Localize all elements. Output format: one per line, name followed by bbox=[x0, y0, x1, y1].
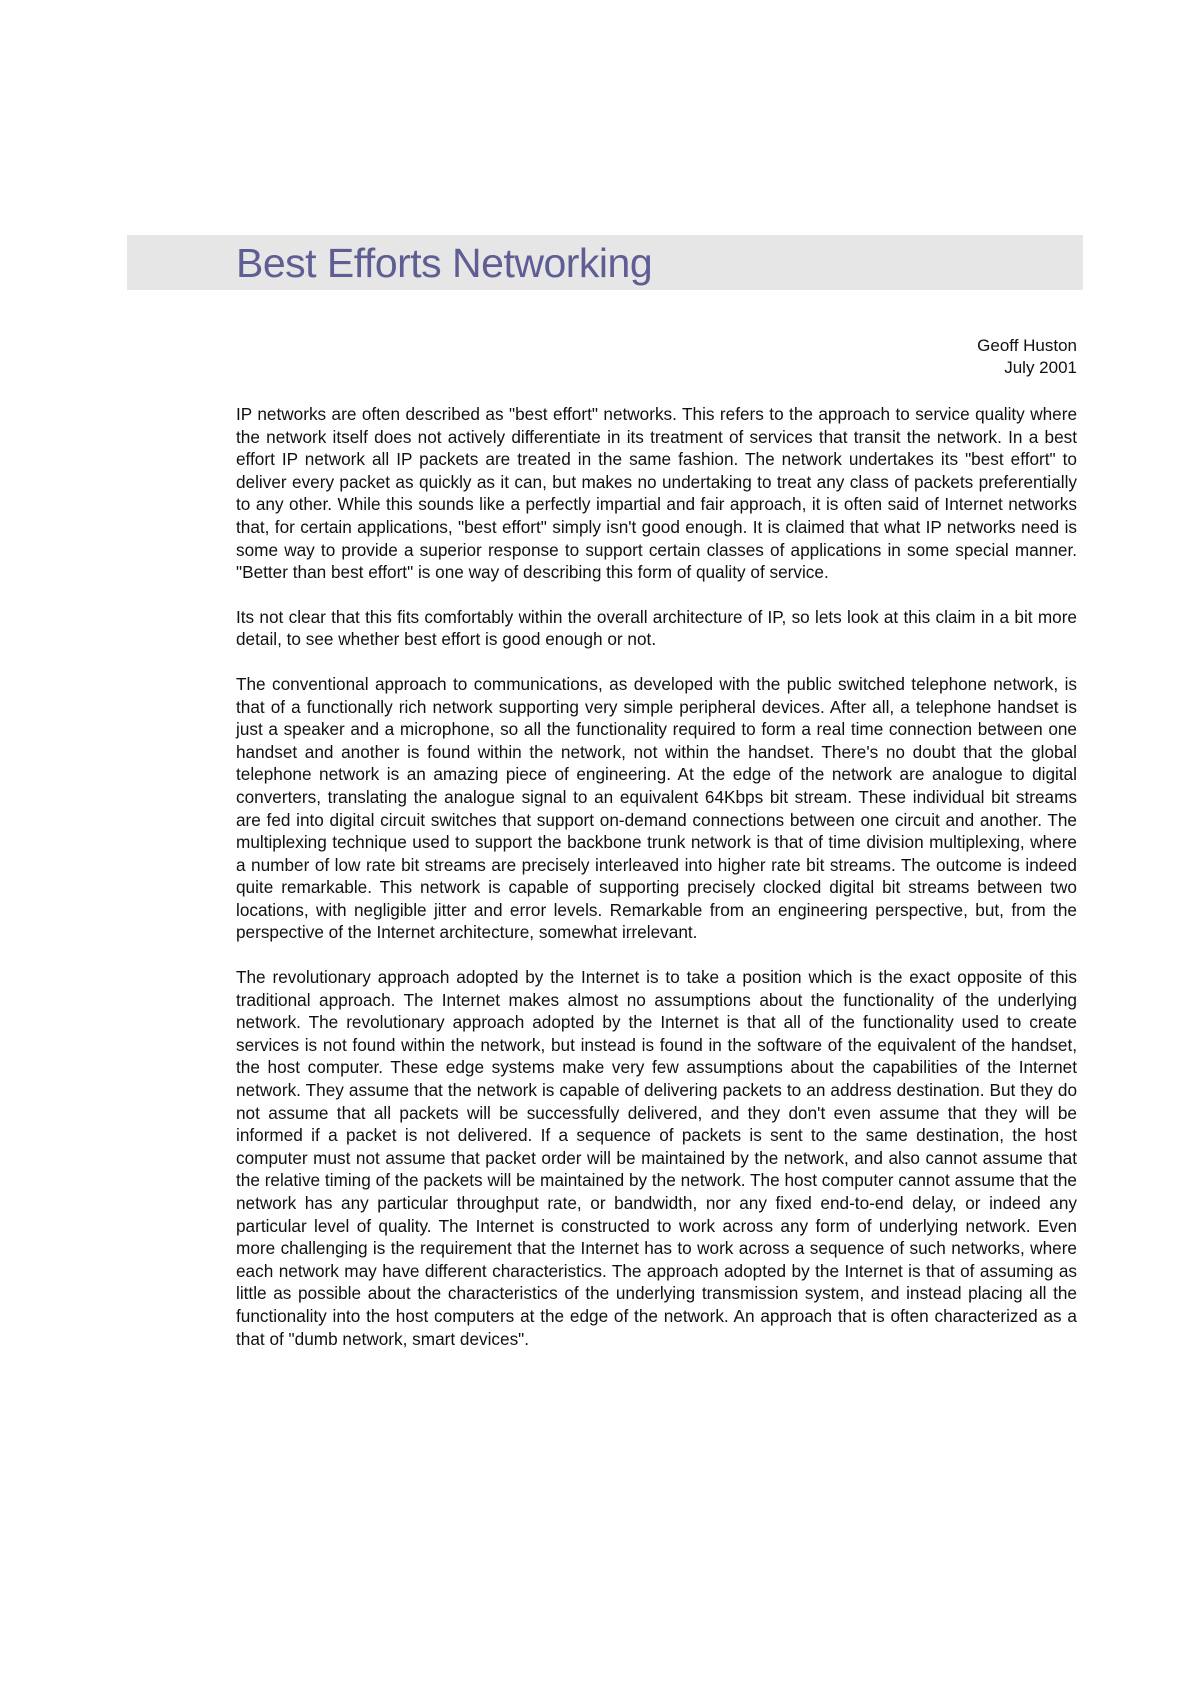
publication-date: July 2001 bbox=[1004, 358, 1077, 377]
page-title: Best Efforts Networking bbox=[236, 240, 653, 286]
paragraph-3: The conventional approach to communications, as developed with the public switched telephone network, is that of a functionally rich network supporting very simple peripheral devices. After all, a telephone handset is just a speaker and a microphone, so all the functionality required to form a real time connection between one handset and another is found within the network, not within the handset. There's no doubt that the global telephone network is an amazing piece of engineering. At the edge of the network are analogue to digital converters, translating the analogue signal to an equivalent 64Kbps bit stream. These individual bit streams are fed into digital circuit switches that support on-demand connections between one circuit and another. The multiplexing technique used to support the backbone trunk network is that of time division multiplexing, where a number of low rate bit streams are precisely interleaved into higher rate bit streams. The outcome is indeed quite remarkable. This network is capable of supporting precisely clocked digital bit streams between two locations, with negligible jitter and error levels. Remarkable from an engineering perspective, but, from the perspective of the Internet architecture, somewhat irrelevant. bbox=[236, 673, 1077, 943]
byline bbox=[700, 335, 1077, 379]
article-body bbox=[236, 403, 1077, 1372]
paragraph-2: Its not clear that this fits comfortably within the overall architecture of IP, so lets look at this claim in a bit more detail, to see whether best effort is good enough or not. bbox=[236, 606, 1077, 650]
paragraph-4: The revolutionary approach adopted by the Internet is to take a position which is the exact opposite of this traditional approach. The Internet makes almost no assumptions about the functionality of the underlying network. The revolutionary approach adopted by the Internet is that all of the functionality used to create services is not found within the network, but instead is found in the software of the equivalent of the handset, the host computer. These edge systems make very few assumptions about the capabilities of the Internet network. They assume that the network is capable of delivering packets to an address destination. But they do not assume that all packets will be successfully delivered, and they don't even assume that they will be informed if a packet is not delivered. If a sequence of packets is sent to the same destination, the host computer must not assume that packet order will be maintained by the network, and also cannot assume that the relative timing of the packets will be maintained by the network. The host computer cannot assume that the network has any particular throughput rate, or bandwidth, nor any fixed end-to-end delay, or indeed any particular level of quality. The Internet is constructed to work across any form of underlying network. Even more challenging is the requirement that the Internet has to work across a sequence of such networks, where each network may have different characteristics. The approach adopted by the Internet is that of assuming as little as possible about the characteristics of the underlying transmission system, and instead placing all the functionality into the host computers at the edge of the network. An approach that is often characterized as a that of "dumb network, smart devices". bbox=[236, 967, 1077, 1349]
author: Geoff Huston bbox=[977, 336, 1077, 355]
paragraph-1: IP networks are often described as "best effort" networks. This refers to the approach to service quality where the network itself does not actively differentiate in its treatment of services that transit the network. In a best effort IP network all IP packets are treated in the same fashion. The network undertakes its "best effort" to deliver every packet as quickly as it can, but makes no undertaking to treat any class of packets preferentially to any other. While this sounds like a perfectly impartial and fair approach, it is often said of Internet networks that, for certain applications, "best effort" simply isn't good enough. It is claimed that what IP networks need is some way to provide a superior response to support certain classes of applications in some special manner. "Better than best effort" is one way of describing this form of quality of service. bbox=[236, 404, 1077, 583]
